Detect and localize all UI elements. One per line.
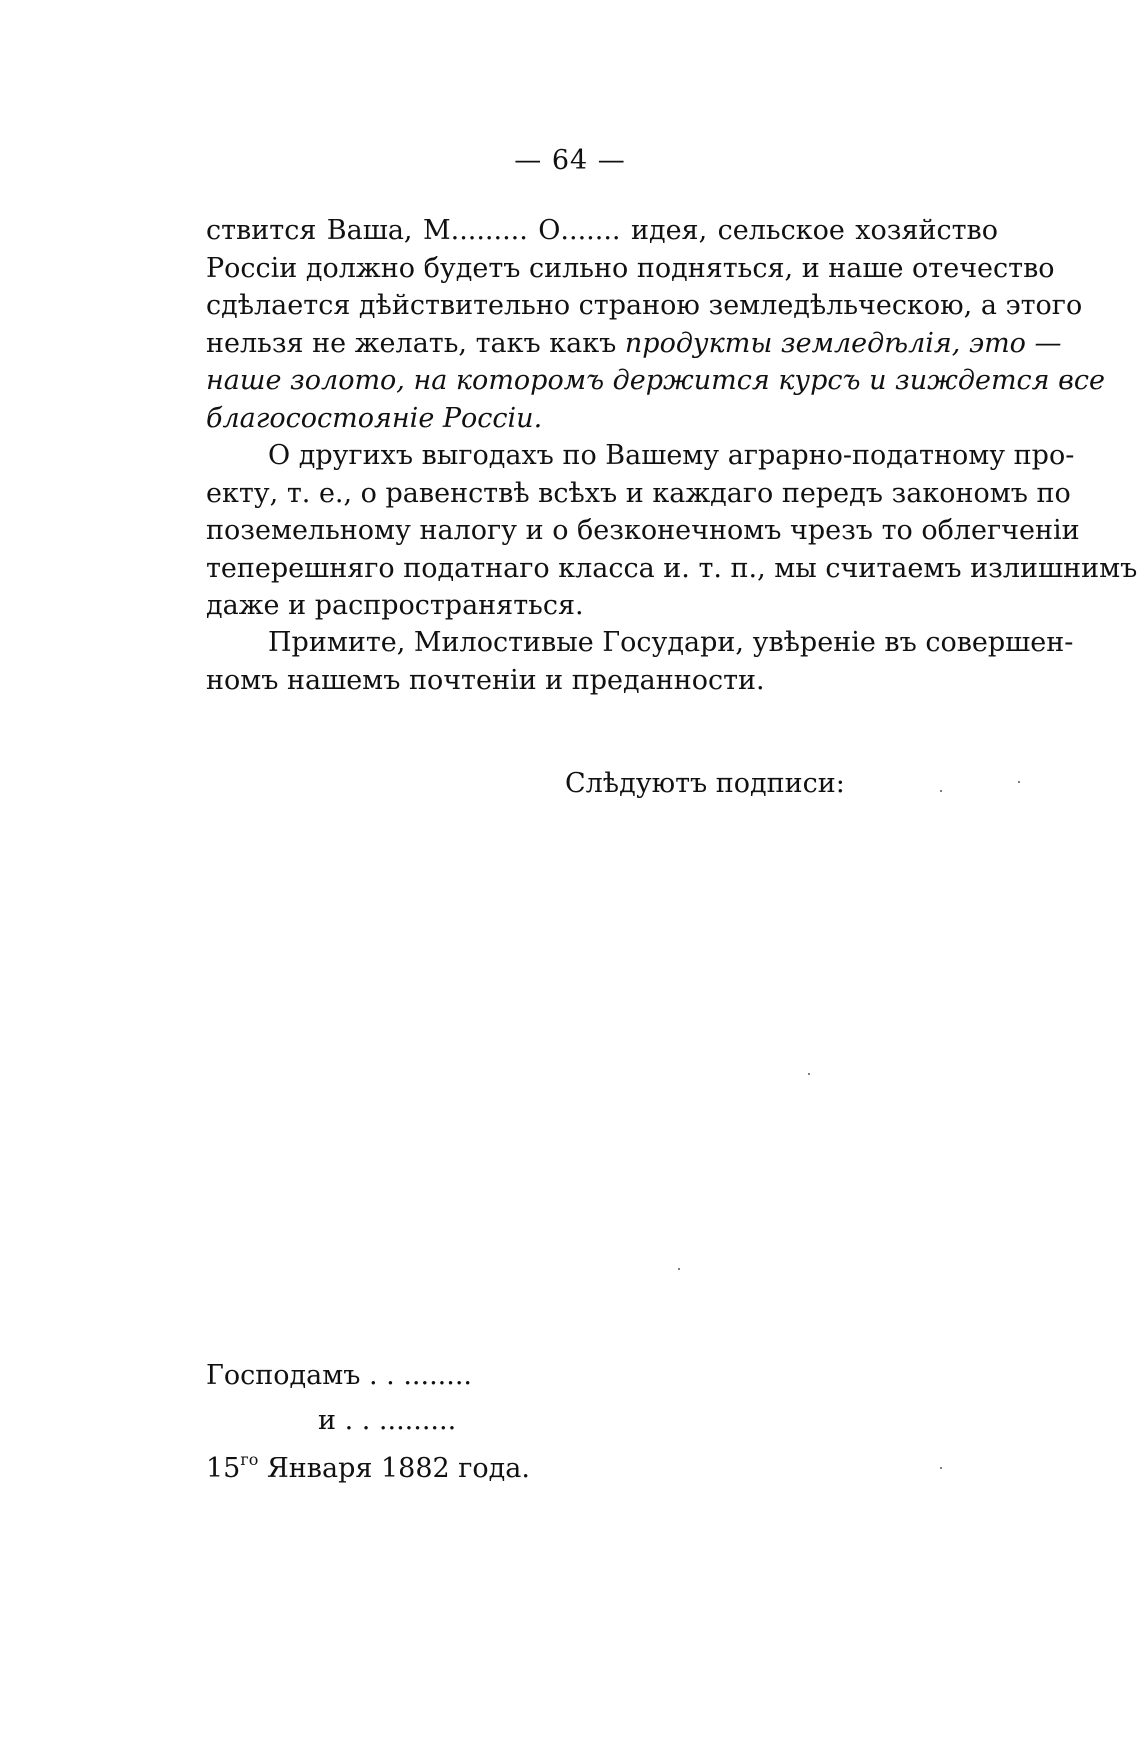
scan-speck bbox=[808, 1073, 810, 1075]
paragraph-line: Примите, Милостивые Государи, увѣреніе въ совершен- bbox=[268, 627, 1074, 658]
plain-text: нельзя не желать, такъ какъ bbox=[206, 327, 617, 359]
paragraph-3 bbox=[206, 624, 1074, 699]
paragraph-line-italic: наше золото, на которомъ держится курсъ и зиждется все bbox=[206, 365, 1105, 396]
paragraph-line: ствится Ваша, М......... О....... идея, сельское хозяйство bbox=[206, 215, 998, 246]
addressee-line-1: Господамъ . . ........ bbox=[206, 1360, 472, 1391]
paragraph-line: теперешняго податнаго класса и. т. п., мы считаемъ излишнимъ bbox=[206, 552, 1138, 584]
paragraph-line-mixed bbox=[206, 325, 1062, 363]
scan-speck bbox=[1018, 781, 1020, 783]
paragraph-line: екту, т. е., о равенствѣ всѣхъ и каждаго передъ закономъ по bbox=[206, 477, 1071, 509]
date-line bbox=[206, 1450, 530, 1484]
paragraph-line-italic: благосостояніе Россіи. bbox=[206, 402, 543, 434]
paragraph-2 bbox=[206, 437, 1138, 625]
paragraph-line: даже и распространяться. bbox=[206, 590, 584, 621]
date-day: 15 bbox=[206, 1453, 241, 1484]
paragraph-line: номъ нашемъ почтеніи и преданности. bbox=[206, 664, 765, 696]
signatures-follow: Слѣдуютъ подписи: bbox=[565, 768, 845, 799]
addressee-line-2: и . . ......... bbox=[318, 1405, 457, 1436]
scan-speck bbox=[940, 790, 942, 792]
paragraph-line: поземельному налогу и о безконечномъ чрезъ то облегченіи bbox=[206, 515, 1080, 546]
paragraph-line: О другихъ выгодахъ по Вашему аграрно-податному про- bbox=[268, 440, 1075, 471]
paragraph-line: сдѣлается дѣйствительно страною земледѣльческою, а этого bbox=[206, 290, 1083, 321]
page-number: — 64 — bbox=[514, 145, 626, 176]
date-rest: Января 1882 года. bbox=[266, 1453, 530, 1484]
date-suffix: го bbox=[240, 1450, 259, 1469]
italic-text: продукты земледѣлія, это — bbox=[624, 327, 1062, 359]
paragraph-line: Россіи должно будетъ сильно подняться, и наше отечество bbox=[206, 252, 1055, 284]
scan-speck bbox=[940, 1467, 942, 1469]
scan-speck bbox=[678, 1268, 680, 1270]
paragraph-1 bbox=[206, 212, 1105, 437]
